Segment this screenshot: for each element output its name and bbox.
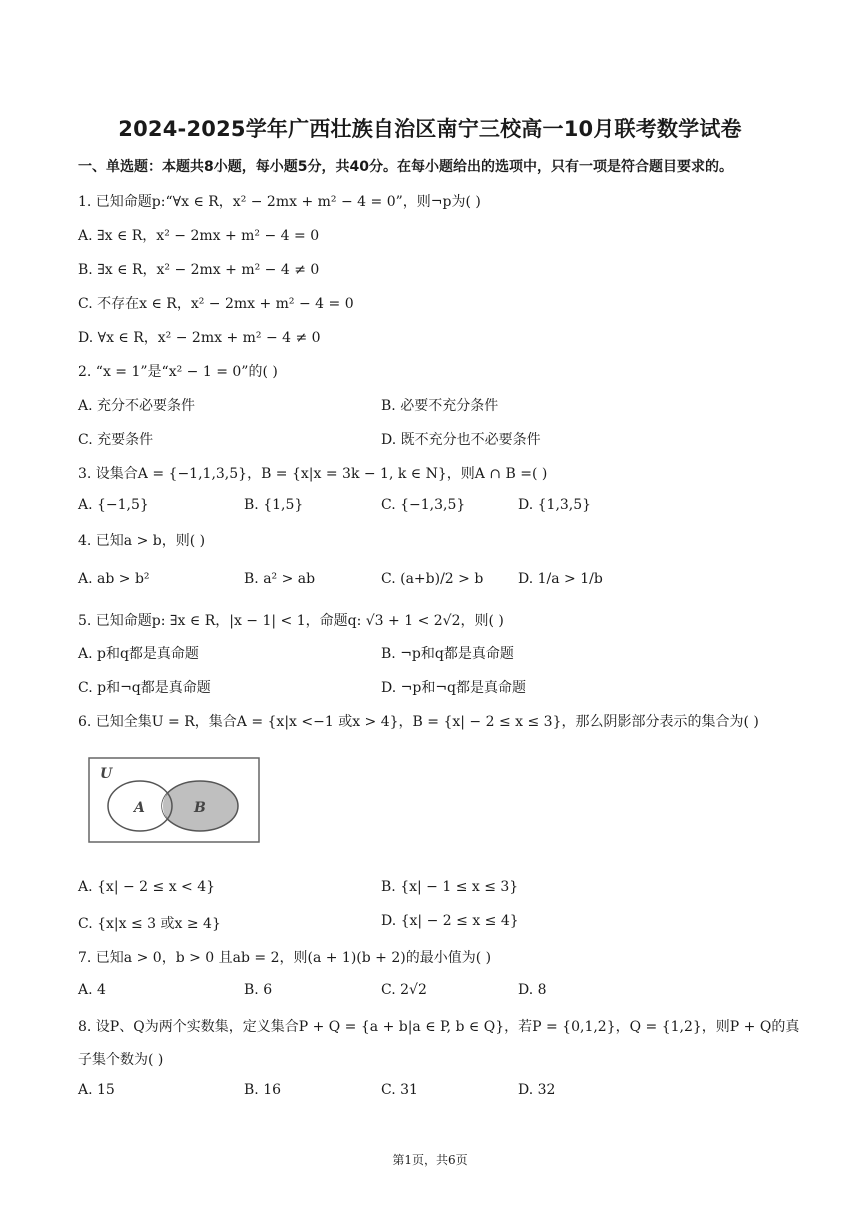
question-8-stem-line1: 8. 设P、Q为两个实数集，定义集合P + Q = {a + b|a ∈ P, b ∈ Q}，若P = {0,1,2}，Q = {1,2}，则P + Q的真 — [78, 1019, 800, 1035]
question-2-option-c: C. 充要条件 — [78, 432, 154, 448]
question-4-stem: 4. 已知a > b，则( ) — [78, 533, 206, 549]
question-6-option-d: D. {x| − 2 ≤ x ≤ 4} — [381, 913, 519, 929]
question-6-option-b: B. {x| − 1 ≤ x ≤ 3} — [381, 879, 519, 895]
question-5-stem: 5. 已知命题p: ∃x ∈ R，|x − 1| < 1，命题q: √3 + 1 < 2√2，则( ) — [78, 613, 504, 629]
set-a-label: A — [134, 800, 145, 816]
question-4-option-a: A. ab > b² — [78, 571, 150, 587]
question-3-option-d: D. {1,3,5} — [518, 497, 592, 513]
question-2-option-b: B. 必要不充分条件 — [381, 398, 499, 414]
question-2-option-d: D. 既不充分也不必要条件 — [381, 432, 541, 448]
venn-diagram — [88, 757, 262, 845]
question-8-stem-line2: 子集个数为( ) — [78, 1052, 164, 1068]
question-2-stem: 2. “x = 1”是“x² − 1 = 0”的( ) — [78, 364, 278, 380]
question-3-stem: 3. 设集合A = {−1,1,3,5}，B = {x|x = 3k − 1, k ∈ N}，则A ∩ B =( ) — [78, 466, 548, 482]
question-3-option-b: B. {1,5} — [244, 497, 304, 513]
question-7-option-a: A. 4 — [78, 982, 106, 998]
question-5-option-d: D. ¬p和¬q都是真命题 — [381, 680, 527, 696]
question-4-option-c: C. (a+b)/2 > b — [381, 571, 484, 587]
question-3-option-c: C. {−1,3,5} — [381, 497, 466, 513]
question-3-option-a: A. {−1,5} — [78, 497, 149, 513]
question-8-option-b: B. 16 — [244, 1082, 282, 1098]
question-1-option-c: C. 不存在x ∈ R，x² − 2mx + m² − 4 = 0 — [78, 296, 354, 312]
question-4-option-d: D. 1/a > 1/b — [518, 571, 603, 587]
question-6-option-a: A. {x| − 2 ≤ x < 4} — [78, 879, 216, 895]
question-4-option-b: B. a² > ab — [244, 571, 316, 587]
question-7-option-d: D. 8 — [518, 982, 547, 998]
question-1-option-b: B. ∃x ∈ R，x² − 2mx + m² − 4 ≠ 0 — [78, 262, 320, 278]
question-5-option-b: B. ¬p和q都是真命题 — [381, 646, 514, 662]
page-title: 2024-2025学年广西壮族自治区南宁三校高一10月联考数学试卷 — [118, 117, 742, 141]
set-b-label: B — [194, 800, 206, 816]
question-7-stem: 7. 已知a > 0，b > 0 且ab = 2，则(a + 1)(b + 2)的最小值为( ) — [78, 950, 492, 966]
question-2-option-a: A. 充分不必要条件 — [78, 398, 196, 414]
section-heading: 一、单选题：本题共8小题，每小题5分，共40分。在每小题给出的选项中，只有一项是符合题目要求的。 — [78, 159, 733, 175]
question-5-option-c: C. p和¬q都是真命题 — [78, 680, 211, 696]
question-8-option-a: A. 15 — [78, 1082, 115, 1098]
question-7-option-b: B. 6 — [244, 982, 273, 998]
question-7-option-c: C. 2√2 — [381, 982, 427, 998]
universe-label: U — [100, 766, 113, 782]
question-8-option-d: D. 32 — [518, 1082, 556, 1098]
page-footer: 第1页，共6页 — [392, 1153, 468, 1167]
question-1-option-a: A. ∃x ∈ R，x² − 2mx + m² − 4 = 0 — [78, 228, 320, 244]
question-8-option-c: C. 31 — [381, 1082, 418, 1098]
question-5-option-a: A. p和q都是真命题 — [78, 646, 199, 662]
question-6-option-c: C. {x|x ≤ 3 或x ≥ 4} — [78, 916, 221, 932]
question-1-stem: 1. 已知命题p:“∀x ∈ R，x² − 2mx + m² − 4 = 0”，则¬p为( ) — [78, 194, 481, 210]
question-6-stem: 6. 已知全集U = R，集合A = {x|x <−1 或x > 4}，B = {x| − 2 ≤ x ≤ 3}，那么阴影部分表示的集合为( ) — [78, 714, 759, 730]
question-1-option-d: D. ∀x ∈ R，x² − 2mx + m² − 4 ≠ 0 — [78, 330, 321, 346]
